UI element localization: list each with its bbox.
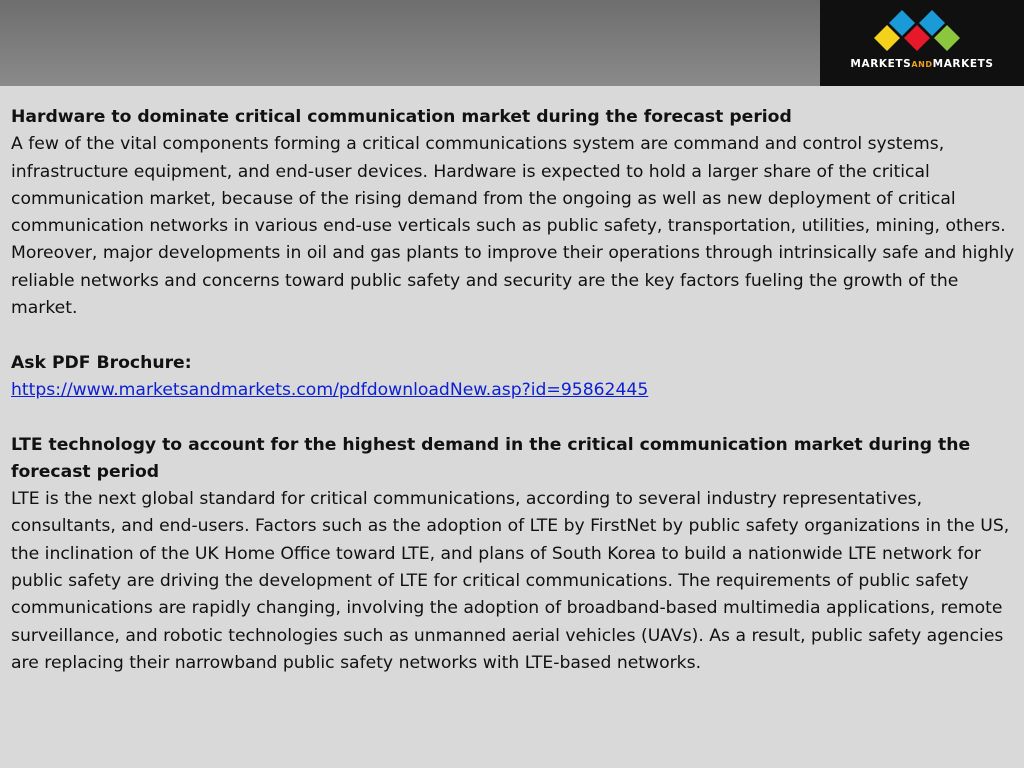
- logo-wordmark: MARKETSANDMARKETS: [850, 58, 994, 70]
- section-heading-lte: LTE technology to account for the highest demand in the critical communication market during the forecast period: [11, 434, 971, 482]
- brochure-label: Ask PDF Brochure:: [11, 352, 192, 373]
- section-heading-hardware: Hardware to dominate critical communication market during the forecast period: [11, 107, 792, 127]
- document-body: [11, 104, 1016, 677]
- section-body-hardware: A few of the vital components forming a critical communications system are command and control systems, infrastructure equipment, and end-user devices. Hardware is expected to hold a larger share of the critical communication market, because of the rising demand from the ongoing as well as new deployment of critical communication networks in various end-use verticals such as public safety, transportation, utilities, mining, others. Moreover, major developments in oil and gas plants to improve their operations through intrinsically safe and highly reliable networks and concerns toward public safety and security are the key factors fueling the growth of the market.: [11, 134, 1015, 319]
- section-body-lte: LTE is the next global standard for critical communications, according to several industry representatives, consultants, and end-users. Factors such as the adoption of LTE by FirstNet by public safety organizations in the US, the inclination of the UK Home Office toward LTE, and plans of South Korea to build a nationwide LTE network for public safety are driving the development of LTE for critical communications. The requirements of public safety communications are rapidly changing, involving the adoption of broadband-based multimedia applications, remote surveillance, and robotic technologies such as unmanned aerial vehicles (UAVs). As a result, public safety agencies are replacing their narrowband public safety networks with LTE-based networks.: [11, 489, 1010, 673]
- marketsandmarkets-logo: [820, 0, 1024, 86]
- brochure-link[interactable]: https://www.marketsandmarkets.com/pdfdownloadNew.asp?id=95862445: [11, 379, 649, 400]
- diamond-logo-icon: [872, 6, 972, 56]
